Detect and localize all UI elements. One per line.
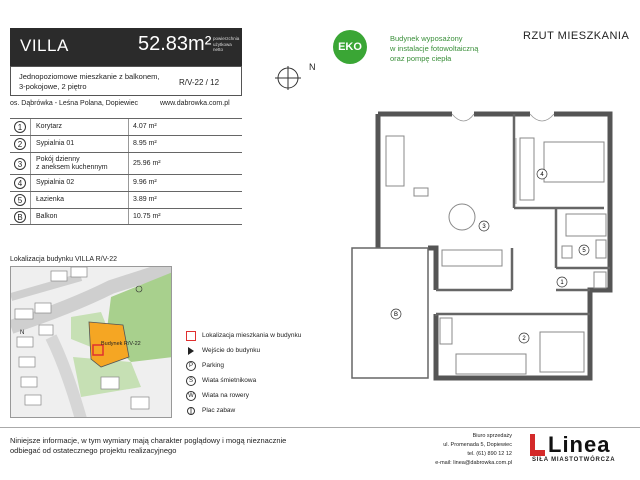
eko-line-3: oraz pompę ciepła xyxy=(390,54,452,63)
red-square-icon xyxy=(186,331,196,341)
room-number: 2 xyxy=(14,138,26,150)
floor-plan xyxy=(344,108,630,390)
estate-address: os. Dąbrówka - Leśna Polana, Dopiewiec xyxy=(10,100,139,107)
trash-shelter-icon: S xyxy=(186,376,196,386)
apartment-name: VILLA xyxy=(20,36,69,55)
legend-label: Wejście do budynku xyxy=(202,347,261,354)
logo-wordmark: Linea xyxy=(548,432,611,457)
description-line-1: Jednopoziomowe mieszkanie z balkonem, xyxy=(19,72,160,81)
plan-room-3-label: 3 xyxy=(482,224,486,230)
plan-room-4-label: 4 xyxy=(540,172,544,178)
room-name-line-2: z aneksem kuchennym xyxy=(36,164,108,171)
room-number: 5 xyxy=(14,194,26,206)
room-number: 4 xyxy=(14,177,26,189)
sales-office-contact xyxy=(400,432,512,468)
eko-description xyxy=(390,34,478,64)
room-number: 1 xyxy=(14,121,26,133)
legend-label: Parking xyxy=(202,362,225,369)
table-row xyxy=(10,152,242,174)
eko-badge: EKO xyxy=(333,30,367,64)
room-number: 3 xyxy=(14,158,26,170)
contact-address: ul. Promenada 5, Dopiewiec xyxy=(443,442,512,448)
disclaimer-line-1: Niniejsze informacje, w tym wymiary mają charakter poglądowy i mogą nieznacznie xyxy=(10,436,287,445)
rooms-table xyxy=(10,118,242,225)
room-name xyxy=(36,156,108,172)
entrance-arrow-icon xyxy=(186,346,196,356)
legend-label: Lokalizacja mieszkania w budynku xyxy=(202,332,302,339)
plan-room-b-label: B xyxy=(393,312,399,318)
contact-email[interactable]: e-mail: linea@dabrowka.com.pl xyxy=(435,460,512,466)
location-title: Lokalizacja budynku VILLA R/V-22 xyxy=(10,256,118,263)
eko-line-2: w instalacje fotowoltaiczną xyxy=(390,44,479,53)
plan-room-5-label: 5 xyxy=(582,248,586,254)
compass-north-label: N xyxy=(309,62,316,72)
bike-shelter-icon: W xyxy=(186,391,196,401)
room-name: Korytarz xyxy=(36,123,63,130)
room-area: 8.95 m² xyxy=(133,140,157,147)
table-row xyxy=(10,174,242,191)
plan-room-1-label: 1 xyxy=(560,280,564,286)
location-map xyxy=(10,266,172,418)
room-name-line-1: Pokój dzienny xyxy=(36,156,80,163)
description-box xyxy=(10,66,242,96)
room-area: 10.75 m² xyxy=(133,213,161,220)
table-row xyxy=(10,135,242,152)
disclaimer xyxy=(10,436,286,456)
apartment-area: 52.83m² xyxy=(138,33,212,55)
room-name: Sypialnia 02 xyxy=(36,179,75,186)
table-row xyxy=(10,191,242,208)
room-area: 3.89 m² xyxy=(133,196,157,203)
title-block xyxy=(10,28,242,66)
legend-label: Plac zabaw xyxy=(202,407,236,414)
logo-tagline: SIŁA MIASTOTWÓRCZA xyxy=(532,457,616,463)
plan-title: RZUT MIESZKANIA xyxy=(523,30,630,42)
room-name: Balkon xyxy=(36,213,58,220)
room-name: Łazienka xyxy=(36,196,65,203)
building-label: Budynek R/V-22 xyxy=(101,341,141,347)
playground-icon xyxy=(186,406,196,416)
legend-label: Wiata na rowery xyxy=(202,392,249,399)
eko-line-1: Budynek wyposażony xyxy=(390,34,463,43)
room-area: 25.96 m² xyxy=(133,160,161,167)
room-area: 4.07 m² xyxy=(133,123,157,130)
legend-label: Wiata śmietnikowa xyxy=(202,377,257,384)
description-line-2: 3-pokojowe, 2 piętro xyxy=(19,82,87,91)
contact-phone[interactable]: tel. (61) 890 12 12 xyxy=(467,451,512,457)
compass-icon xyxy=(274,66,302,90)
room-name: Sypialnia 01 xyxy=(36,140,75,147)
disclaimer-line-2: odbiegać od ostatecznego projektu realizacyjnego xyxy=(10,446,177,455)
apartment-code: R/V-22 / 12 xyxy=(179,78,220,87)
contact-title: Biuro sprzedaży xyxy=(472,433,512,439)
map-north-label: N xyxy=(20,330,25,336)
parking-icon: P xyxy=(186,361,196,371)
room-area: 9.96 m² xyxy=(133,179,157,186)
plan-room-2-label: 2 xyxy=(522,336,526,342)
table-row xyxy=(10,208,242,225)
site-map-image xyxy=(11,267,172,418)
website-link[interactable]: www.dabrowka.com.pl xyxy=(160,100,230,107)
table-row xyxy=(10,118,242,135)
room-number: B xyxy=(14,211,26,223)
linea-logo-icon xyxy=(530,434,546,456)
apartment-description xyxy=(19,72,160,92)
footer-divider xyxy=(0,427,640,428)
area-note: powierzchnia użytkowa netto xyxy=(213,36,240,52)
